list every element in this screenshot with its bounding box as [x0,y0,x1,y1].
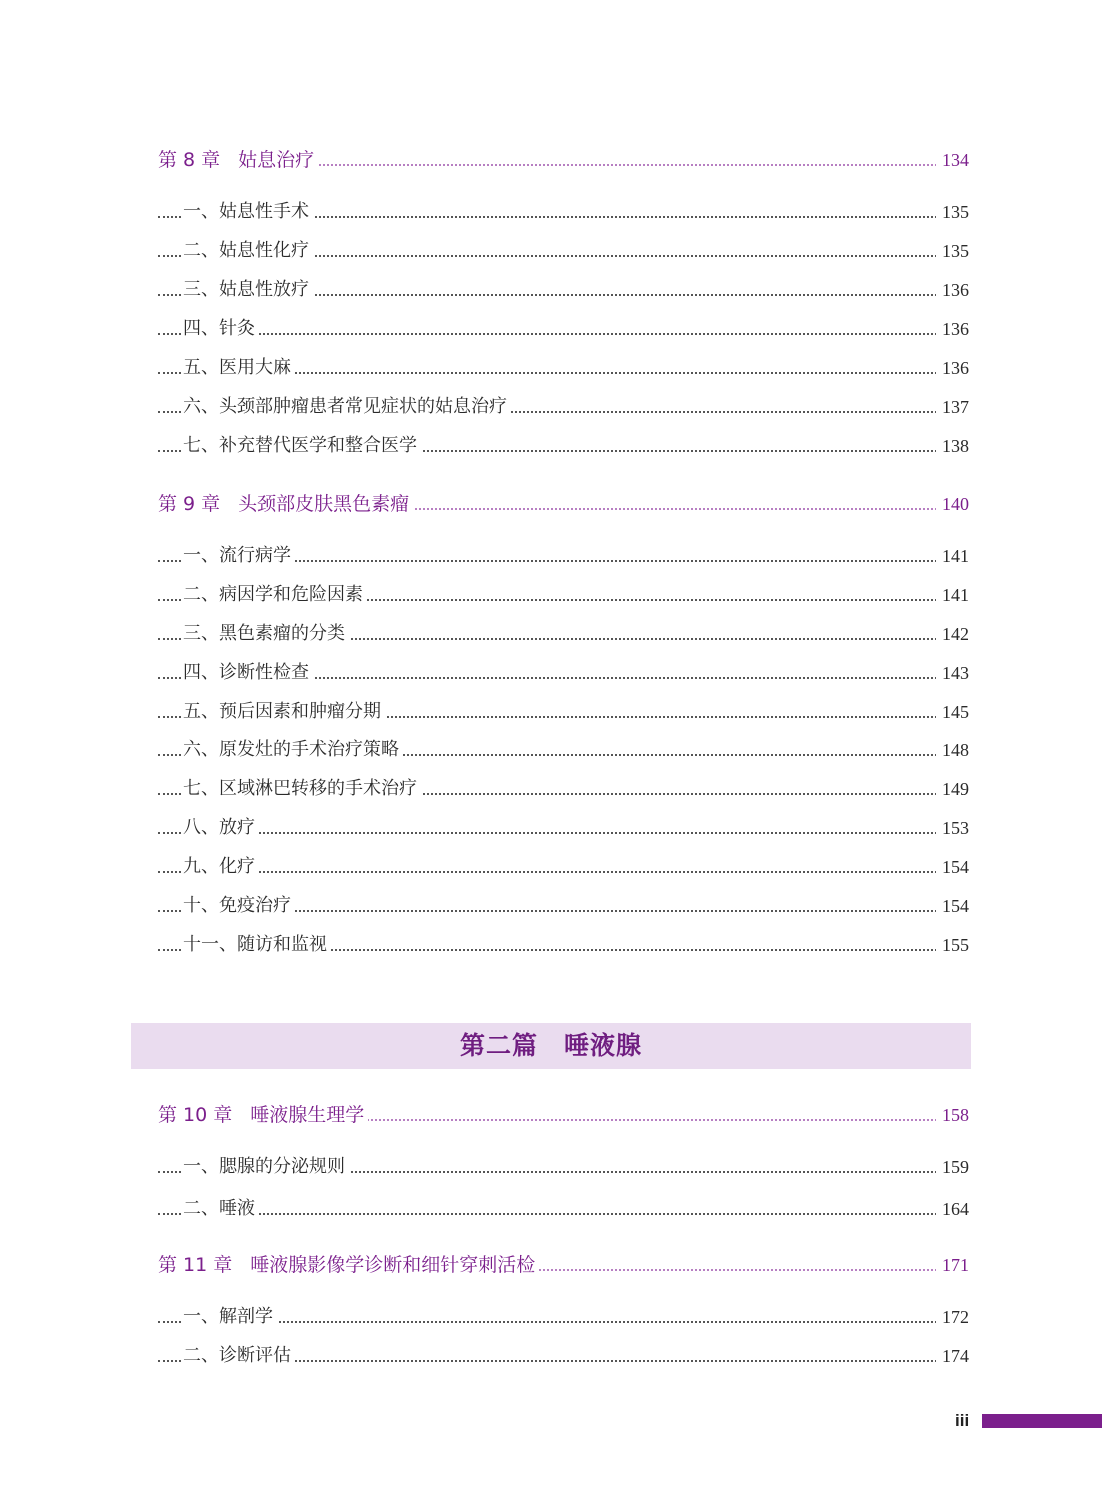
section-title: 三、姑息性放疗 [183,275,313,305]
toc-section-row[interactable] [0,1341,1102,1371]
toc-section-row[interactable] [0,580,1102,610]
page-number: 154 [936,852,969,882]
page-number: 140 [936,489,969,519]
section-title: 二、唾液 [183,1194,259,1224]
page-number: 154 [936,891,969,921]
page-number: 141 [936,580,969,610]
page-number: 174 [936,1341,969,1371]
page-folio: iii [955,1411,970,1430]
chapter-number: 第 10 章 [158,1104,233,1126]
page-number: 134 [936,145,969,175]
page-number: 135 [936,236,969,266]
page-number: 145 [936,697,969,727]
toc-section-row[interactable] [0,619,1102,649]
chapter-number: 第 8 章 [158,149,221,171]
toc-section-row[interactable] [0,314,1102,344]
toc-section-row[interactable] [0,541,1102,571]
dot-leader [158,1321,969,1323]
dot-leader [158,871,969,873]
page-number: 153 [936,813,969,843]
section-title: 二、姑息性化疗 [183,236,313,266]
part-banner [131,1023,971,1069]
toc-section-row[interactable] [0,236,1102,266]
section-title: 七、补充替代医学和整合医学 [183,431,421,461]
page-number: 155 [936,930,969,960]
folio-bar [982,1414,1102,1428]
section-title: 一、腮腺的分泌规则 [183,1152,349,1182]
toc-section-row[interactable] [0,852,1102,882]
section-title: 八、放疗 [183,813,259,843]
chapter-heading [158,1100,368,1130]
chapter-title: 姑息治疗 [238,149,315,171]
toc-section-row[interactable] [0,735,1102,765]
toc-chapter-row[interactable] [0,1250,1102,1280]
section-title: 一、姑息性手术 [183,197,313,227]
toc-section-row[interactable] [0,697,1102,727]
toc-section-row[interactable] [0,275,1102,305]
chapter-number: 第 9 章 [158,493,221,515]
chapter-number: 第 11 章 [158,1254,233,1276]
toc-section-row[interactable] [0,891,1102,921]
section-title: 二、病因学和危险因素 [183,580,367,610]
page-number: 158 [936,1100,969,1130]
section-title: 六、原发灶的手术治疗策略 [183,735,403,765]
page-number: 149 [936,774,969,804]
section-title: 一、流行病学 [183,541,295,571]
chapter-heading [158,145,318,175]
dot-leader [158,832,969,834]
page-number: 138 [936,431,969,461]
chapter-title: 唾液腺生理学 [250,1104,365,1126]
toc-section-row[interactable] [0,392,1102,422]
toc-section-row[interactable] [0,431,1102,461]
toc-section-row[interactable] [0,1152,1102,1182]
section-title: 二、诊断评估 [183,1341,295,1371]
page-number: 136 [936,353,969,383]
toc-section-row[interactable] [0,197,1102,227]
dot-leader [158,333,969,335]
part-title: 第二篇 唾液腺 [459,1031,642,1060]
section-title: 四、针灸 [183,314,259,344]
toc-chapter-row[interactable] [0,489,1102,519]
page-number: 148 [936,735,969,765]
page-number: 164 [936,1194,969,1224]
section-title: 五、预后因素和肿瘤分期 [183,697,385,727]
page-number: 136 [936,275,969,305]
toc-chapter-row[interactable] [0,1100,1102,1130]
section-title: 十一、随访和监视 [183,930,331,960]
chapter-heading [158,1250,539,1280]
dot-leader [158,1213,969,1215]
chapter-title: 唾液腺影像学诊断和细针穿刺活检 [250,1254,536,1276]
chapter-title: 头颈部皮肤黑色素瘤 [238,493,410,515]
page-number: 159 [936,1152,969,1182]
section-title: 五、医用大麻 [183,353,295,383]
page-number: 142 [936,619,969,649]
page-number: 137 [936,392,969,422]
page-number: 172 [936,1302,969,1332]
chapter-heading [158,489,413,519]
toc-section-row[interactable] [0,774,1102,804]
section-title: 三、黑色素瘤的分类 [183,619,349,649]
section-title: 四、诊断性检查 [183,658,313,688]
section-title: 七、区域淋巴转移的手术治疗 [183,774,421,804]
toc-section-row[interactable] [0,658,1102,688]
page-number: 141 [936,541,969,571]
toc-section-row[interactable] [0,1194,1102,1224]
toc-chapter-row[interactable] [0,145,1102,175]
section-title: 一、解剖学 [183,1302,277,1332]
section-title: 九、化疗 [183,852,259,882]
section-title: 十、免疫治疗 [183,891,295,921]
toc-section-row[interactable] [0,1302,1102,1332]
toc-section-row[interactable] [0,353,1102,383]
page-number: 171 [936,1250,969,1280]
page-number: 135 [936,197,969,227]
page-number: 136 [936,314,969,344]
page-number: 143 [936,658,969,688]
toc-section-row[interactable] [0,813,1102,843]
toc-section-row[interactable] [0,930,1102,960]
section-title: 六、头颈部肿瘤患者常见症状的姑息治疗 [183,392,511,422]
